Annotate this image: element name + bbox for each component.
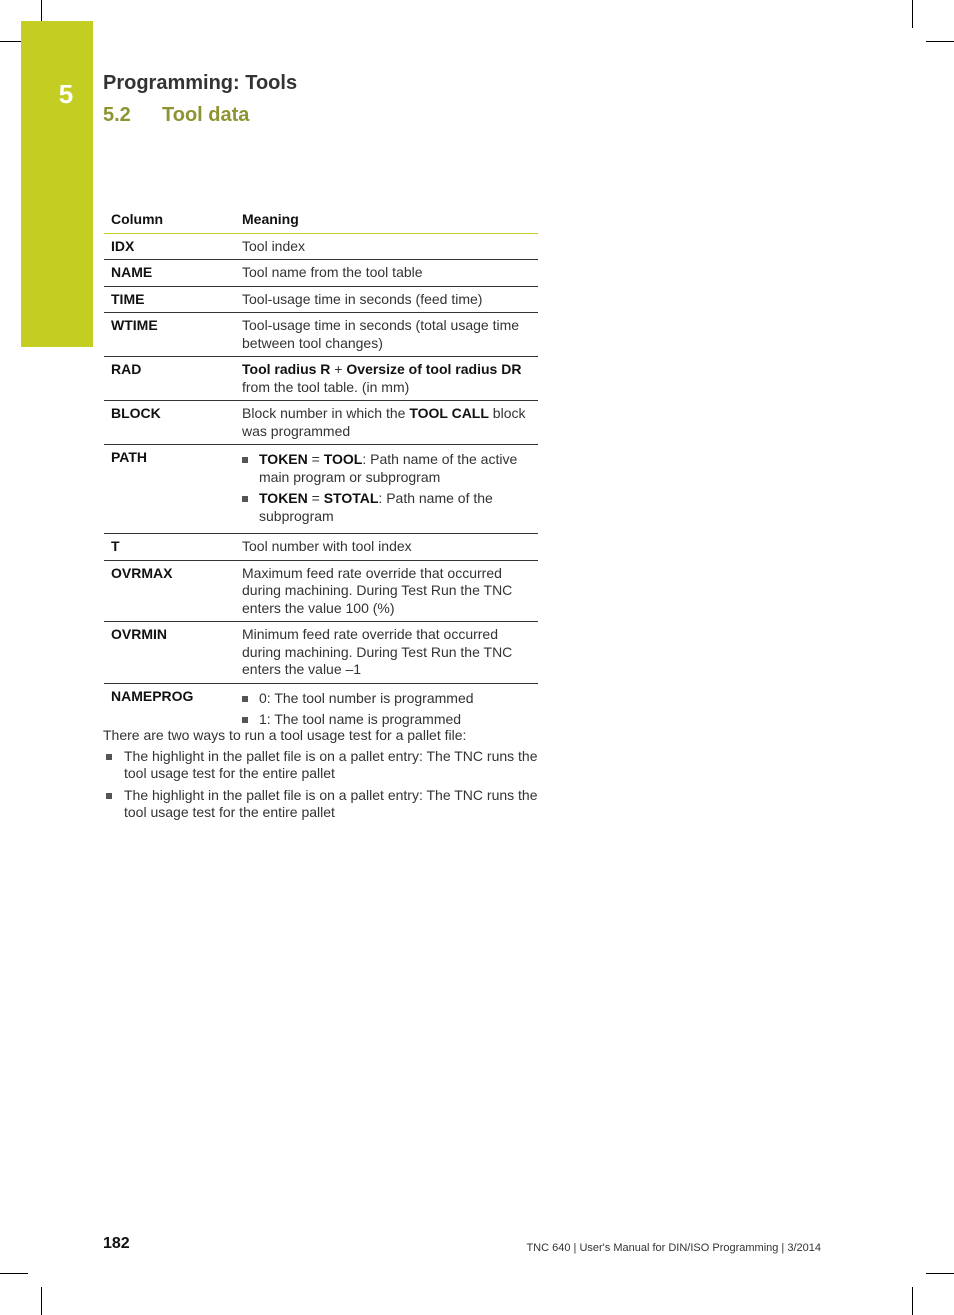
crop-mark <box>0 41 21 42</box>
crop-mark <box>912 0 913 28</box>
row-meaning <box>235 357 538 401</box>
row-column: BLOCK <box>104 401 235 445</box>
section-title: Tool data <box>162 104 250 126</box>
table-row <box>104 560 538 622</box>
list-item <box>242 490 532 525</box>
chapter-tab <box>21 21 93 347</box>
page-number: 182 <box>103 1235 130 1252</box>
row-column: T <box>104 534 235 561</box>
meaning-text: : Path name of the subprogram <box>259 490 493 524</box>
row-meaning: Tool number with tool index <box>235 534 538 561</box>
row-meaning: Maximum feed rate override that occurred during machining. During Test Run the TNC enters the value 100 (%) <box>235 560 538 622</box>
body-section <box>103 727 543 826</box>
table-row <box>104 534 538 561</box>
tool-usage-table <box>104 208 538 737</box>
row-column: TIME <box>104 286 235 313</box>
table-row <box>104 401 538 445</box>
bold-term: TOOL <box>323 451 363 467</box>
equals-sign: = <box>307 490 324 506</box>
bold-term: TOKEN <box>259 490 308 506</box>
crop-mark <box>926 1273 954 1274</box>
row-meaning: Tool-usage time in seconds (total usage time between tool changes) <box>235 313 538 357</box>
header-column: Column <box>104 208 235 233</box>
table-row <box>104 313 538 357</box>
bold-term: Tool radius R <box>242 361 331 377</box>
section-number: 5.2 <box>103 104 131 126</box>
bold-term: Oversize of tool radius DR <box>346 361 522 377</box>
crop-mark <box>41 0 42 21</box>
table-row <box>104 286 538 313</box>
table-row <box>104 233 538 260</box>
row-meaning: Tool name from the tool table <box>235 260 538 287</box>
row-column: IDX <box>104 233 235 260</box>
table-header-row <box>104 208 538 233</box>
meaning-text: : Path name of the active main program or subprogram <box>259 451 518 485</box>
row-column: PATH <box>104 445 235 534</box>
table-row <box>104 260 538 287</box>
bold-term: STOTAL <box>323 490 379 506</box>
row-meaning: Tool index <box>235 233 538 260</box>
meaning-text: from the tool table. (in mm) <box>242 378 410 395</box>
plus-sign: + <box>330 361 347 377</box>
bold-term: TOOL CALL <box>409 405 489 421</box>
equals-sign: = <box>307 451 324 467</box>
list-item: 0: The tool number is programmed <box>242 690 532 708</box>
row-column: NAME <box>104 260 235 287</box>
row-meaning: Tool-usage time in seconds (feed time) <box>235 286 538 313</box>
crop-mark <box>912 1287 913 1315</box>
bold-term: TOKEN <box>259 451 308 467</box>
row-column: RAD <box>104 357 235 401</box>
row-meaning <box>235 401 538 445</box>
chapter-title: Programming: Tools <box>103 72 298 94</box>
row-meaning <box>235 445 538 534</box>
crop-mark <box>41 1287 42 1315</box>
meaning-text: Block number in which the <box>242 405 410 421</box>
list-item: The highlight in the pallet file is on a pallet entry: The TNC runs the tool usage test for the entire pallet <box>103 787 543 822</box>
bullet-list <box>242 690 532 729</box>
list-item: The highlight in the pallet file is on a pallet entry: The TNC runs the tool usage test for the entire pallet <box>103 748 543 783</box>
row-column: NAMEPROG <box>111 687 194 704</box>
footer-text: TNC 640 | User's Manual for DIN/ISO Programming | 3/2014 <box>526 1242 821 1254</box>
table-row <box>104 445 538 534</box>
meaning-text: block was programmed <box>242 405 526 439</box>
crop-mark <box>0 1273 28 1274</box>
crop-mark <box>926 41 954 42</box>
body-intro: There are two ways to run a tool usage test for a pallet file: <box>103 727 467 743</box>
list-item: 1: The tool name is programmed <box>242 711 532 729</box>
bullet-list <box>103 748 543 822</box>
bullet-list <box>242 451 532 525</box>
row-column: WTIME <box>104 313 235 357</box>
chapter-number: 5 <box>58 79 74 109</box>
row-column: OVRMIN <box>104 622 235 684</box>
list-item <box>242 451 532 486</box>
table-row <box>104 357 538 401</box>
table-row <box>104 622 538 684</box>
row-meaning: Minimum feed rate override that occurred during machining. During Test Run the TNC enters the value –1 <box>235 622 538 684</box>
row-column: OVRMAX <box>104 560 235 622</box>
header-meaning: Meaning <box>235 208 538 233</box>
